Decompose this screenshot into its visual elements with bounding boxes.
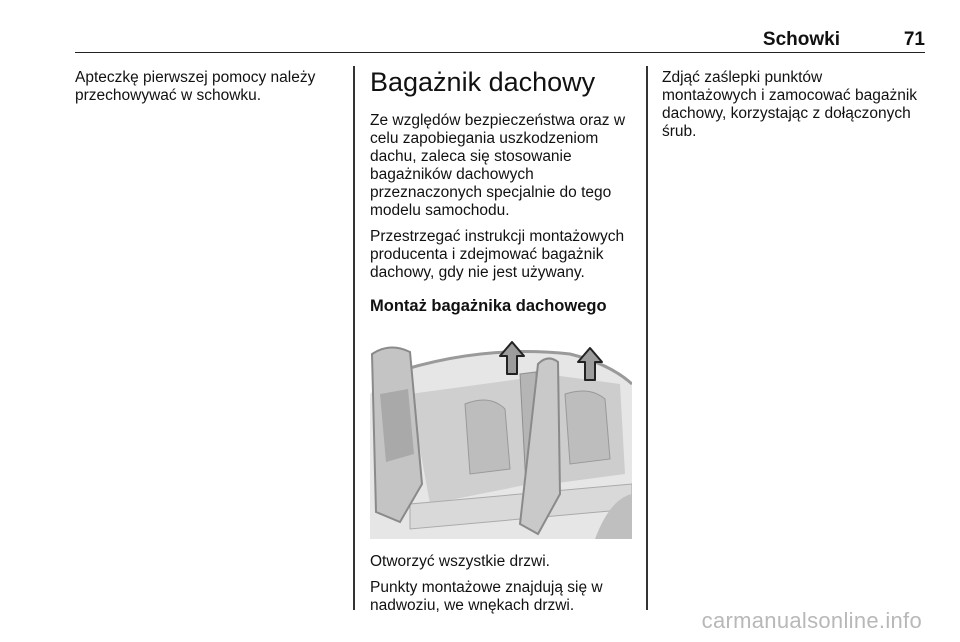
roof-rack-paragraph-1: Ze względów bezpieczeństwa oraz w celu zapobiegania uszkodzeniom dachu, zaleca się stosowanie bagażników dachowych przeznaczonych specjalnie do tego modelu samochodu.: [370, 112, 626, 219]
column-divider-2: [646, 66, 648, 610]
column-2: [370, 66, 635, 623]
mounting-subheading: Montaż bagażnika dachowego: [370, 297, 607, 315]
open-doors-paragraph: Otworzyć wszystkie drzwi.: [370, 553, 550, 570]
first-aid-paragraph: Apteczkę pierwszej pomocy należy przechowywać w schowku.: [75, 69, 316, 104]
column-divider-1: [353, 66, 355, 610]
car-open-doors-illustration: [370, 334, 632, 539]
page-number: 71: [903, 29, 925, 50]
column-1: [75, 69, 345, 113]
section-title: Schowki: [762, 29, 840, 50]
watermark-text: carmanualsonline.info: [701, 608, 922, 633]
mount-points-paragraph: Punkty montażowe znajdują się w nadwoziu, we wnękach drzwi.: [370, 579, 603, 614]
remove-caps-paragraph: Zdjąć zaślepki punktów montażowych i zamocować bagażnik dachowy, korzystając z dołączonych śrub.: [662, 69, 918, 140]
roof-rack-paragraph-2: Przestrzegać instrukcji montażowych producenta i zdejmować bagażnik dachowy, gdy nie jest używany.: [370, 228, 625, 281]
page-header: [75, 24, 925, 53]
column-3: [662, 69, 932, 149]
roof-rack-heading: Bagażnik dachowy: [370, 67, 596, 97]
